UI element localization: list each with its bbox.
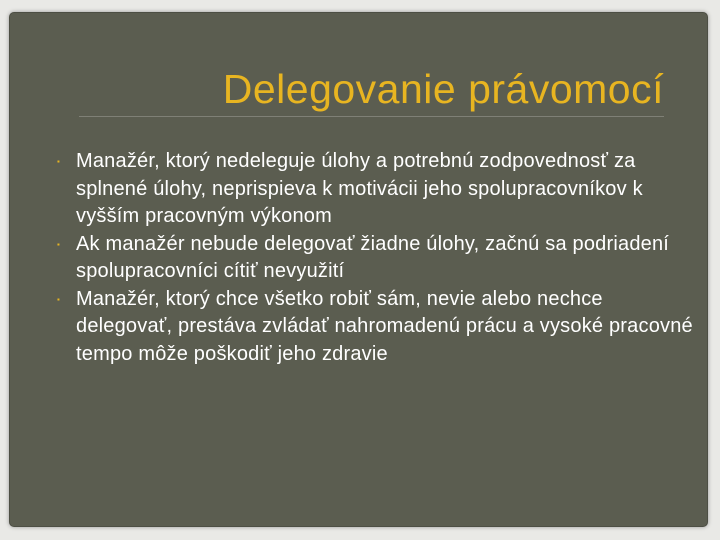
bullet-list <box>57 148 703 368</box>
bullet-item <box>57 286 703 369</box>
slide-title: Delegovanie právomocí <box>222 66 664 112</box>
title-divider <box>79 116 664 117</box>
slide-panel <box>9 12 708 527</box>
bullet-text: Manažér, ktorý nedeleguje úlohy a potrebnú zodpovednosť za splnené úlohy, neprispieva k motivácii jeho spolupracovníkov k vyšším pracovným výkonom <box>76 150 643 227</box>
bullet-item <box>57 231 703 286</box>
bullet-marker-icon: ▪ <box>57 294 61 304</box>
bullet-text: Ak manažér nebude delegovať žiadne úlohy, začnú sa podriadení spolupracovníci cítiť nevyužití <box>76 232 670 282</box>
bullet-marker-icon: ▪ <box>57 157 61 166</box>
bullet-marker-icon: ▪ <box>57 239 61 249</box>
bullet-text: Manažér, ktorý chce všetko robiť sám, nevie alebo nechce delegovať, prestáva zvládať nahromadenú prácu a vysoké pracovné tempo môže poškodiť jeho zdravie <box>76 287 693 365</box>
bullet-item <box>57 148 703 231</box>
